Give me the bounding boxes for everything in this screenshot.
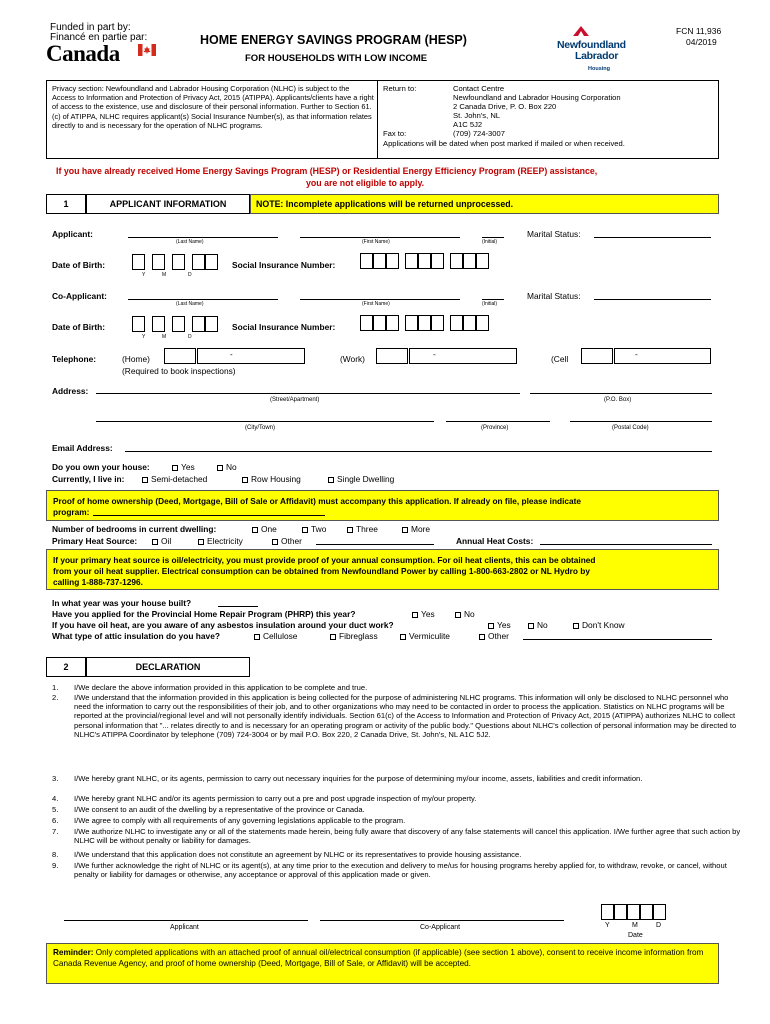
bedrooms-more-option[interactable]: [400, 524, 430, 534]
heat-oil-label: Oil: [161, 536, 172, 546]
bedrooms-two-checkbox[interactable]: [302, 527, 308, 533]
coapplicant-dob-m-caption: M: [162, 334, 167, 340]
sig-date-y[interactable]: [601, 904, 614, 920]
return-line-4: A1C 5J2: [453, 120, 483, 129]
cell-area-code-field[interactable]: [581, 348, 613, 364]
phrp-question: Have you applied for the Provincial Home Repair Program (PHRP) this year?: [52, 609, 356, 619]
telephone-cell-label: (Cell: [551, 354, 569, 364]
funded-line-1: Funded in part by:: [50, 22, 131, 33]
applicant-initial-caption: (Initial): [482, 239, 498, 245]
coapplicant-initial-caption: (Initial): [482, 301, 498, 307]
funded-line-2: Financé en partie par:: [50, 32, 148, 43]
section-2-number: 2: [46, 657, 86, 677]
coapplicant-dob-label: Date of Birth:: [52, 322, 106, 332]
asbestos-no-label: No: [537, 620, 548, 630]
sig-date-d-caption: D: [656, 922, 662, 929]
return-line-0: Contact Centre: [453, 84, 505, 93]
address-label: Address:: [52, 386, 89, 396]
semi-detached-option[interactable]: [140, 474, 207, 484]
attic-cellulose-option[interactable]: [252, 631, 297, 641]
section-1-number: 1: [46, 194, 86, 214]
coapplicant-sin-6[interactable]: [431, 315, 444, 331]
coapplicant-sin-1[interactable]: [360, 315, 373, 331]
bedrooms-three-label: Three: [356, 524, 378, 534]
eligibility-warning-line-2: you are not eligible to apply.: [306, 178, 425, 188]
postal-caption: (Postal Code): [612, 425, 649, 431]
heat-other-label: Other: [281, 536, 302, 546]
bedrooms-three-option[interactable]: [345, 524, 378, 534]
attic-question: What type of attic insulation do you have?: [52, 631, 220, 641]
home-phone-field[interactable]: [197, 348, 305, 364]
coapplicant-dob-m[interactable]: [152, 316, 165, 332]
year-built-question: In what year was your house built?: [52, 598, 192, 608]
phrp-yes-label: Yes: [421, 609, 435, 619]
applicant-signature-caption: Applicant: [170, 924, 199, 931]
phrp-yes-checkbox[interactable]: [412, 612, 418, 618]
applicant-dob-y-caption: Y: [142, 272, 146, 278]
applicant-first-name-field[interactable]: [300, 237, 460, 238]
bedrooms-one-label: One: [261, 524, 277, 534]
coapplicant-initial-field[interactable]: [482, 299, 504, 300]
attic-other-checkbox[interactable]: [479, 634, 485, 640]
attic-cellulose-checkbox[interactable]: [254, 634, 260, 640]
coapplicant-first-caption: (First Name): [362, 301, 390, 307]
phrp-yes-option[interactable]: [410, 609, 435, 619]
applicant-dob-m-caption: M: [162, 272, 167, 278]
semi-detached-label: Semi-detached: [151, 474, 208, 484]
single-dwelling-checkbox[interactable]: [328, 477, 334, 483]
applicant-dob-m[interactable]: [152, 254, 165, 270]
applicant-last-caption: (Last Name): [176, 239, 204, 245]
coapplicant-last-name-field[interactable]: [128, 299, 278, 300]
coapplicant-signature-caption: Co-Applicant: [420, 924, 461, 931]
form-title: HOME ENERGY SAVINGS PROGRAM (HESP): [200, 33, 467, 47]
asbestos-dont-know-option[interactable]: [571, 620, 625, 630]
asbestos-no-checkbox[interactable]: [528, 623, 534, 629]
street-caption: (Street/Apartment): [270, 397, 320, 403]
work-phone-dash: -: [433, 350, 436, 359]
applicant-dob-y[interactable]: [132, 254, 145, 270]
row-housing-label: Row Housing: [251, 474, 301, 484]
applicant-sin-1[interactable]: [360, 253, 373, 269]
coapplicant-dob-d[interactable]: [172, 316, 185, 332]
applicant-dob-d-caption: D: [188, 272, 192, 278]
sig-date-d[interactable]: [627, 904, 640, 920]
form-number: FCN 11,936: [676, 26, 722, 36]
own-no-option[interactable]: [215, 462, 237, 472]
applicant-sin-3[interactable]: [386, 253, 399, 269]
coapplicant-last-caption: (Last Name): [176, 301, 204, 307]
reminder-body: Only completed applications with an attached proof of annual oil/electrical consumption (if applicable) (see section 1 above), consent to receive income information from Canada Revenue Agency, and proof of home ownership (Deed, Mortgage, Bill of Sale, or Affidavit) will be accepted.: [53, 948, 704, 968]
proof-note-line-2: program:: [53, 507, 90, 517]
applicant-first-caption: (First Name): [362, 239, 390, 245]
annual-heat-cost-field[interactable]: [540, 544, 712, 545]
coapplicant-sin-4[interactable]: [405, 315, 418, 331]
sig-date-z[interactable]: [653, 904, 666, 920]
applicant-sin-9[interactable]: [476, 253, 489, 269]
pobox-caption: (P.O. Box): [604, 397, 632, 403]
own-no-label: No: [226, 462, 237, 472]
phrp-no-checkbox[interactable]: [455, 612, 461, 618]
applicant-dob-x[interactable]: [192, 254, 205, 270]
attic-vermiculite-option[interactable]: [398, 631, 450, 641]
nl-logo-sub: Housing: [588, 66, 610, 72]
row-housing-option[interactable]: [240, 474, 301, 484]
sig-date-m[interactable]: [614, 904, 627, 920]
coapplicant-sin-9[interactable]: [476, 315, 489, 331]
heat-note-line-3: calling 1-888-737-1296.: [53, 577, 143, 587]
heat-electricity-option[interactable]: [196, 536, 243, 546]
applicant-signature-line[interactable]: [64, 920, 308, 921]
coapplicant-sin-label: Social Insurance Number:: [232, 322, 336, 332]
phrp-no-option[interactable]: [453, 609, 475, 619]
return-line-1: Newfoundland and Labrador Housing Corporation: [453, 93, 621, 102]
return-note: Applications will be dated when post marked if mailed or when received.: [383, 139, 625, 148]
heat-oil-option[interactable]: [150, 536, 171, 546]
coapplicant-dob-d-caption: D: [188, 334, 192, 340]
sig-date-caption: Date: [628, 932, 643, 939]
heat-source-label: Primary Heat Source:: [52, 536, 138, 546]
own-yes-checkbox[interactable]: [172, 465, 178, 471]
bedrooms-one-option[interactable]: [250, 524, 277, 534]
applicant-marital-label: Marital Status:: [527, 229, 581, 239]
reminder-label: Reminder:: [53, 948, 94, 957]
coapplicant-dob-y[interactable]: [132, 316, 145, 332]
asbestos-dont-know-label: Don't Know: [582, 620, 625, 630]
asbestos-question: If you have oil heat, are you aware of any asbestos insulation around your duct work?: [52, 620, 394, 630]
fax-number: (709) 724-3007: [453, 129, 505, 138]
bedrooms-more-label: More: [411, 524, 431, 534]
asbestos-dont-know-checkbox[interactable]: [573, 623, 579, 629]
coapplicant-dob-x[interactable]: [192, 316, 205, 332]
telephone-work-label: (Work): [340, 354, 365, 364]
coapplicant-sin-7[interactable]: [450, 315, 463, 331]
return-line-3: St. John's, NL: [453, 111, 501, 120]
annual-heat-cost-label: Annual Heat Costs:: [456, 536, 534, 546]
email-field[interactable]: [125, 451, 712, 452]
coapplicant-sin-5[interactable]: [418, 315, 431, 331]
return-label: Return to:: [383, 84, 417, 93]
live-in-question: Currently, I live in:: [52, 474, 125, 484]
heat-note-line-1: If your primary heat source is oil/electricity, you must provide proof of your annual consumption. For oil heat clients, this can be obtained: [53, 555, 596, 565]
bedrooms-one-checkbox[interactable]: [252, 527, 258, 533]
street-field[interactable]: [96, 393, 520, 394]
postal-code-field[interactable]: [570, 421, 712, 422]
own-house-question: Do you own your house:: [52, 462, 150, 472]
applicant-initial-field[interactable]: [482, 237, 504, 238]
attic-fibreglass-label: Fibreglass: [339, 631, 378, 641]
work-phone-field[interactable]: [409, 348, 517, 364]
home-phone-dash: -: [230, 350, 233, 359]
applicant-sin-8[interactable]: [463, 253, 476, 269]
applicant-sin-4[interactable]: [405, 253, 418, 269]
work-area-code-field[interactable]: [376, 348, 408, 364]
asbestos-yes-option[interactable]: [486, 620, 511, 630]
heat-electricity-label: Electricity: [207, 536, 243, 546]
sig-date-m-caption: M: [632, 922, 638, 929]
cell-phone-dash: -: [635, 350, 638, 359]
fax-label: Fax to:: [383, 129, 407, 138]
year-built-field[interactable]: [218, 606, 258, 607]
telephone-home-label: (Home): [122, 354, 150, 364]
attic-other-label: Other: [488, 631, 509, 641]
row-housing-checkbox[interactable]: [242, 477, 248, 483]
heat-note-line-2: from your oil heat supplier. Electrical consumption can be obtained from Newfoundland Power by calling 1-800-663-2802 or NL Hydro by: [53, 566, 590, 576]
coapplicant-marital-field[interactable]: [594, 299, 711, 300]
privacy-text: Privacy section: Newfoundland and Labrador Housing Corporation (NLHC) is subject to the Access to Information and Protection of Privacy Act, 2015 (ATIPPA). Applicants/clients have a right of access to the existence, use and disclosure of their personal information. Further to Section 61.(c) of ATIPPA, NLHC requires applicant(s) Social Insurance Number(s), as that information relates directly to and is necessary for the operation of NLHC programs.: [52, 84, 374, 130]
coapplicant-dob-y-caption: Y: [142, 334, 146, 340]
province-field[interactable]: [446, 421, 550, 422]
attic-fibreglass-checkbox[interactable]: [330, 634, 336, 640]
coapplicant-signature-line[interactable]: [320, 920, 564, 921]
telephone-required-note: (Required to book inspections): [122, 366, 236, 376]
nl-logo-line-2: Labrador: [575, 50, 619, 62]
single-dwelling-label: Single Dwelling: [337, 474, 395, 484]
coapplicant-dob-z[interactable]: [205, 316, 218, 332]
email-label: Email Address:: [52, 443, 113, 453]
section-1-note: NOTE: Incomplete applications will be returned unprocessed.: [256, 199, 514, 209]
applicant-dob-d[interactable]: [172, 254, 185, 270]
phrp-no-label: No: [464, 609, 475, 619]
telephone-label: Telephone:: [52, 354, 97, 364]
bedrooms-two-label: Two: [311, 524, 327, 534]
asbestos-yes-checkbox[interactable]: [488, 623, 494, 629]
own-yes-label: Yes: [181, 462, 195, 472]
heat-other-checkbox[interactable]: [272, 539, 278, 545]
applicant-marital-field[interactable]: [594, 237, 711, 238]
applicant-sin-7[interactable]: [450, 253, 463, 269]
form-date: 04/2019: [686, 37, 717, 47]
province-caption: (Province): [481, 425, 509, 431]
return-line-2: 2 Canada Drive, P. O. Box 220: [453, 102, 557, 111]
section-1-title: APPLICANT INFORMATION: [86, 194, 250, 214]
sig-date-y-caption: Y: [605, 922, 610, 929]
privacy-divider: [377, 80, 378, 159]
applicant-sin-5[interactable]: [418, 253, 431, 269]
applicant-label: Applicant:: [52, 229, 93, 239]
city-field[interactable]: [96, 421, 434, 422]
heat-other-option[interactable]: [270, 536, 302, 546]
proof-program-field[interactable]: [93, 515, 325, 516]
pobox-field[interactable]: [530, 393, 712, 394]
applicant-last-name-field[interactable]: [128, 237, 278, 238]
single-dwelling-option[interactable]: [326, 474, 394, 484]
own-yes-option[interactable]: [170, 462, 195, 472]
bedrooms-three-checkbox[interactable]: [347, 527, 353, 533]
section-2-title: DECLARATION: [86, 657, 250, 677]
attic-fibreglass-option[interactable]: [328, 631, 378, 641]
semi-detached-checkbox[interactable]: [142, 477, 148, 483]
reminder-text: [53, 948, 715, 969]
nl-housing-logo-icon: [571, 24, 591, 38]
coapplicant-sin-2[interactable]: [373, 315, 386, 331]
home-area-code-field[interactable]: [164, 348, 196, 364]
city-caption: (City/Town): [245, 425, 276, 431]
heat-oil-checkbox[interactable]: [152, 539, 158, 545]
eligibility-warning-line-1: If you have already received Home Energy Savings Program (HESP) or Residential Energy Efficiency Program (REEP) assistance,: [56, 166, 598, 176]
canada-wordmark: Canada: [46, 41, 120, 66]
applicant-sin-label: Social Insurance Number:: [232, 260, 336, 270]
coapplicant-sin-8[interactable]: [463, 315, 476, 331]
attic-cellulose-label: Cellulose: [263, 631, 298, 641]
asbestos-no-option[interactable]: [526, 620, 548, 630]
cell-phone-field[interactable]: [614, 348, 711, 364]
bedrooms-label: Number of bedrooms in current dwelling:: [52, 524, 217, 534]
sig-date-x[interactable]: [640, 904, 653, 920]
applicant-sin-2[interactable]: [373, 253, 386, 269]
proof-note-line-1: Proof of home ownership (Deed, Mortgage, Bill of Sale or Affidavit) must accompany this application. If already on file, please indicate: [53, 496, 582, 506]
form-subtitle: FOR HOUSEHOLDS WITH LOW INCOME: [245, 53, 428, 64]
nl-logo-line-1: Newfoundland: [557, 39, 626, 51]
coapplicant-sin-3[interactable]: [386, 315, 399, 331]
heat-electricity-checkbox[interactable]: [198, 539, 204, 545]
applicant-dob-label: Date of Birth:: [52, 260, 106, 270]
canada-flag-icon: [138, 44, 156, 56]
attic-vermiculite-checkbox[interactable]: [400, 634, 406, 640]
applicant-sin-6[interactable]: [431, 253, 444, 269]
heat-other-field[interactable]: [316, 544, 434, 545]
attic-other-field[interactable]: [523, 639, 712, 640]
coapplicant-label: Co-Applicant:: [52, 291, 107, 301]
coapplicant-first-name-field[interactable]: [300, 299, 460, 300]
bedrooms-two-option[interactable]: [300, 524, 326, 534]
applicant-dob-z[interactable]: [205, 254, 218, 270]
own-no-checkbox[interactable]: [217, 465, 223, 471]
attic-vermiculite-label: Vermiculite: [409, 631, 450, 641]
attic-other-option[interactable]: [477, 631, 509, 641]
coapplicant-marital-label: Marital Status:: [527, 291, 581, 301]
bedrooms-more-checkbox[interactable]: [402, 527, 408, 533]
asbestos-yes-label: Yes: [497, 620, 511, 630]
